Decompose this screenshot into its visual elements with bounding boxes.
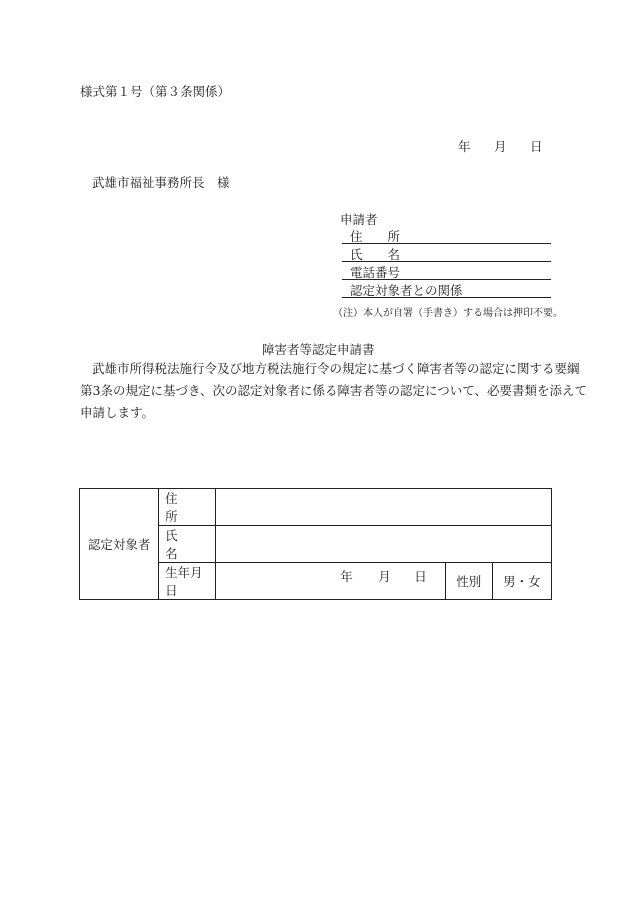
applicant-heading: 申請者: [340, 212, 378, 227]
body-line: 第3条の規定に基づき、次の認定対象者に係る障害者等の認定について、必要書類を添えて: [80, 383, 587, 398]
target-address-label: 住 所: [159, 489, 216, 526]
document-title: 障害者等認定申請書: [262, 342, 375, 357]
birth-day: 日: [414, 569, 427, 584]
date-month: 月: [494, 139, 507, 154]
target-gender-value[interactable]: 男・女: [492, 563, 551, 600]
date-day: 日: [530, 139, 543, 154]
applicant-address-label: 住 所: [350, 229, 401, 244]
birth-year: 年: [340, 569, 353, 584]
target-group-label: 認定対象者: [80, 489, 159, 600]
form-number: 様式第１号（第３条関係）: [80, 84, 231, 99]
applicant-note: （注）本人が自署（手書き）する場合は押印不要。: [333, 308, 563, 319]
target-gender-label: 性別: [445, 563, 492, 600]
date-year: 年: [458, 139, 471, 154]
body-line: 申請します。: [80, 405, 155, 420]
applicant-name-label: 氏 名: [350, 247, 401, 262]
applicant-relationship-label: 認定対象者との関係: [350, 283, 463, 298]
target-birth-label: 生年月日: [159, 563, 216, 600]
applicant-address-field[interactable]: [342, 227, 551, 244]
target-address-input[interactable]: [216, 489, 552, 526]
addressee: 武雄市福祉事務所長 様: [92, 175, 230, 190]
body-text: [80, 358, 587, 424]
applicant-phone-field[interactable]: [342, 263, 551, 280]
target-name-input[interactable]: [216, 526, 552, 563]
target-person-table: [79, 488, 552, 600]
target-birth-input[interactable]: [216, 563, 445, 600]
target-name-label: 氏 名: [159, 526, 216, 563]
applicant-relationship-field[interactable]: [342, 281, 551, 298]
applicant-phone-label: 電話番号: [350, 265, 401, 280]
birth-month: 月: [378, 569, 391, 584]
body-line: 武雄市所得税法施行令及び地方税法施行令の規定に基づく障害者等の認定に関する要綱: [92, 361, 580, 376]
applicant-name-field[interactable]: [342, 245, 551, 262]
